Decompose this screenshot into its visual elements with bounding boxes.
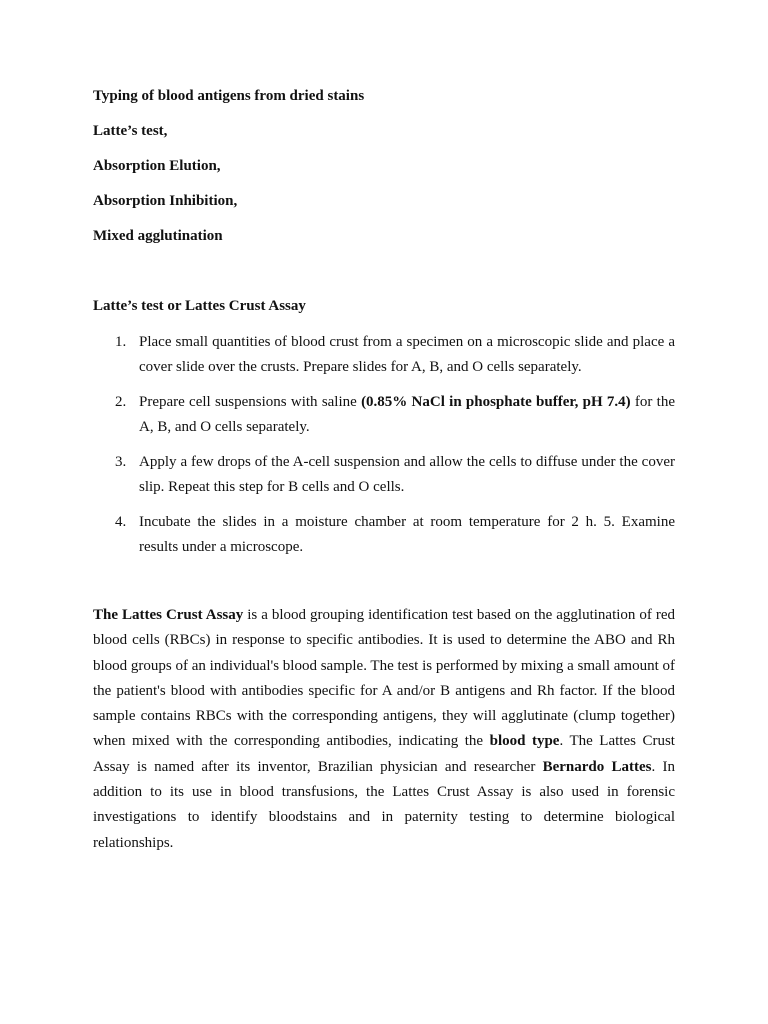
assay-name: The Lattes Crust Assay <box>93 607 244 623</box>
procedure-step <box>93 450 675 500</box>
paragraph-text: is a blood grouping identification test based on the agglutination of red blood cells (RBCs) in response to specific antibodies. It is used to determine the ABO and Rh blood groups of an individual's blood sample. The test is performed by mixing a small amount of the patient's blood with antibodies specific for A and/or B antigens and Rh factor. If the blood sample contains RBCs with the corresponding antigens, they will agglutinate (clump together) when mixed with the corresponding antibodies, indicating the <box>93 607 676 750</box>
step-number: 3. <box>115 454 127 470</box>
method-absorption-inhibition: Absorption Inhibition, <box>93 193 238 209</box>
procedure-steps <box>93 330 675 570</box>
inventor-name: Bernardo Lattes <box>542 758 652 775</box>
step-text-tail: for the A, B, and O cells separately. <box>139 394 675 435</box>
paragraph-text: . In addition to its use in blood transfusions, the Lattes Crust Assay is also used in forensic investigations to identify bloodstains and in paternity testing to determine biological relationships. <box>93 758 676 851</box>
step-number: 2. <box>115 394 127 410</box>
description-paragraph <box>93 603 675 856</box>
method-mixed-agglutination: Mixed agglutination <box>93 228 223 244</box>
procedure-step <box>93 390 675 440</box>
procedure-step <box>93 330 675 380</box>
step-number: 4. <box>115 514 127 530</box>
blood-type-term: blood type <box>489 733 560 750</box>
step-number: 1. <box>115 334 127 350</box>
section-heading: Latte’s test or Lattes Crust Assay <box>93 298 306 314</box>
step-text: Place small quantities of blood crust from a specimen on a microscopic slide and place a cover slide over the crusts. Prepare slides for A, B, and O cells separately. <box>139 334 675 375</box>
procedure-step <box>93 510 675 560</box>
step-text: Incubate the slides in a moisture chamber at room temperature for 2 h. 5. Examine results under a microscope. <box>139 514 675 555</box>
step-text: Apply a few drops of the A-cell suspension and allow the cells to diffuse under the cover slip. Repeat this step for B cells and O cells. <box>139 454 675 495</box>
paragraph-text: . The Lattes Crust Assay is named after its inventor, Brazilian physician and researcher <box>93 733 675 775</box>
method-lattes-test: Latte’s test, <box>93 123 168 139</box>
method-absorption-elution: Absorption Elution, <box>93 158 221 174</box>
step-text-lead: Prepare cell suspensions with saline <box>139 394 362 410</box>
document-title: Typing of blood antigens from dried stains <box>93 88 365 104</box>
saline-composition: (0.85% NaCl in phosphate buffer, pH 7.4) <box>361 394 631 410</box>
